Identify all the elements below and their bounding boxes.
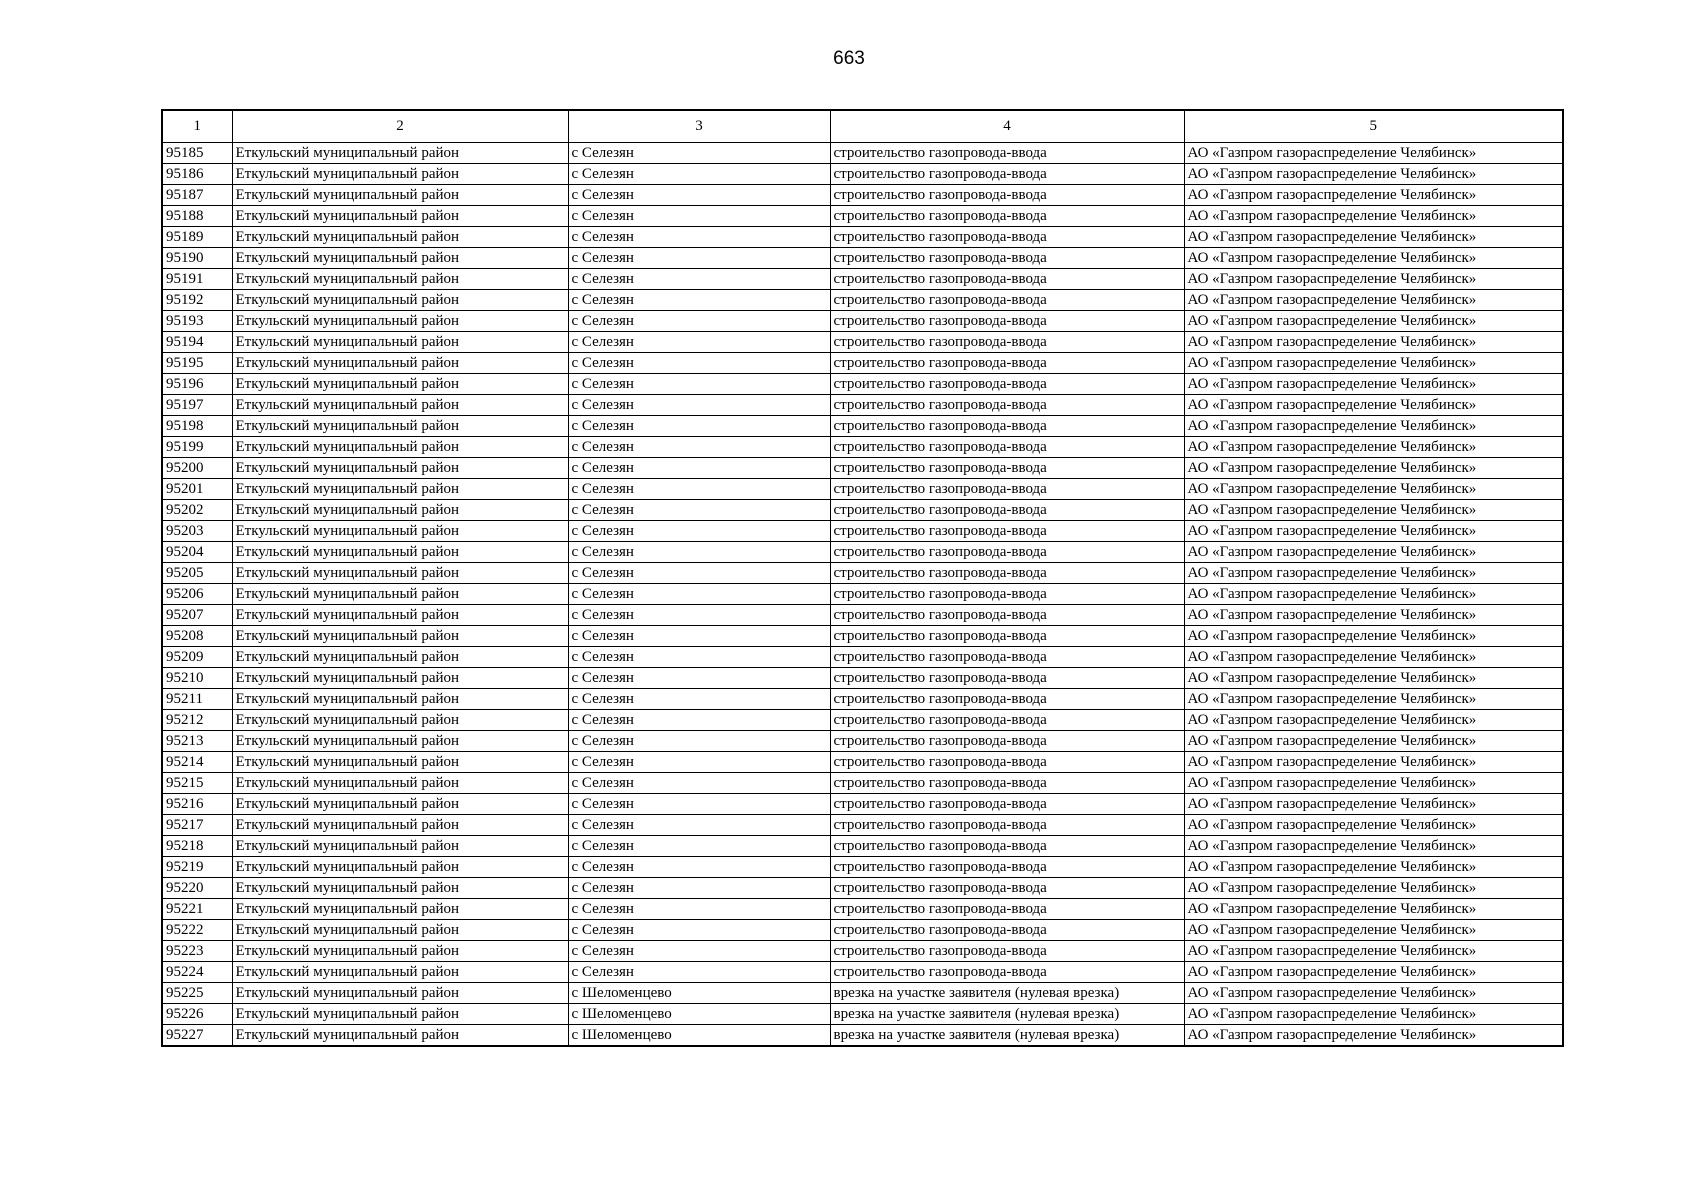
settlement-cell: с Селезян	[568, 248, 830, 269]
settlement-cell: с Шеломенцево	[568, 1004, 830, 1025]
organization-cell: АО «Газпром газораспределение Челябинск»	[1184, 437, 1563, 458]
row-number-cell: 95219	[162, 857, 232, 878]
organization-cell: АО «Газпром газораспределение Челябинск»	[1184, 941, 1563, 962]
district-cell: Еткульский муниципальный район	[232, 1004, 568, 1025]
settlement-cell: с Селезян	[568, 710, 830, 731]
settlement-cell: с Селезян	[568, 857, 830, 878]
settlement-cell: с Селезян	[568, 794, 830, 815]
table-row	[162, 437, 1563, 458]
table-row	[162, 521, 1563, 542]
organization-cell: АО «Газпром газораспределение Челябинск»	[1184, 1004, 1563, 1025]
settlement-cell: с Селезян	[568, 521, 830, 542]
settlement-cell: с Селезян	[568, 332, 830, 353]
registry-table	[161, 109, 1564, 1047]
work-type-cell: строительство газопровода-ввода	[830, 311, 1184, 332]
organization-cell: АО «Газпром газораспределение Челябинск»	[1184, 689, 1563, 710]
row-number-cell: 95195	[162, 353, 232, 374]
table-row	[162, 395, 1563, 416]
settlement-cell: с Шеломенцево	[568, 983, 830, 1004]
work-type-cell: строительство газопровода-ввода	[830, 332, 1184, 353]
settlement-cell: с Селезян	[568, 941, 830, 962]
district-cell: Еткульский муниципальный район	[232, 353, 568, 374]
table-row	[162, 647, 1563, 668]
row-number-cell: 95202	[162, 500, 232, 521]
work-type-cell: строительство газопровода-ввода	[830, 542, 1184, 563]
organization-cell: АО «Газпром газораспределение Челябинск»	[1184, 521, 1563, 542]
table-row	[162, 353, 1563, 374]
row-number-cell: 95214	[162, 752, 232, 773]
district-cell: Еткульский муниципальный район	[232, 458, 568, 479]
organization-cell: АО «Газпром газораспределение Челябинск»	[1184, 395, 1563, 416]
row-number-cell: 95215	[162, 773, 232, 794]
organization-cell: АО «Газпром газораспределение Челябинск»	[1184, 710, 1563, 731]
table-row	[162, 542, 1563, 563]
row-number-cell: 95199	[162, 437, 232, 458]
work-type-cell: строительство газопровода-ввода	[830, 794, 1184, 815]
row-number-cell: 95191	[162, 269, 232, 290]
settlement-cell: с Селезян	[568, 647, 830, 668]
organization-cell: АО «Газпром газораспределение Челябинск»	[1184, 794, 1563, 815]
organization-cell: АО «Газпром газораспределение Челябинск»	[1184, 857, 1563, 878]
work-type-cell: строительство газопровода-ввода	[830, 563, 1184, 584]
column-header: 5	[1184, 110, 1563, 143]
work-type-cell: строительство газопровода-ввода	[830, 416, 1184, 437]
table-row	[162, 1025, 1563, 1047]
organization-cell: АО «Газпром газораспределение Челябинск»	[1184, 983, 1563, 1004]
table-row	[162, 458, 1563, 479]
settlement-cell: с Селезян	[568, 227, 830, 248]
table-row	[162, 878, 1563, 899]
table-row	[162, 857, 1563, 878]
organization-cell: АО «Газпром газораспределение Челябинск»	[1184, 584, 1563, 605]
settlement-cell: с Селезян	[568, 311, 830, 332]
organization-cell: АО «Газпром газораспределение Челябинск»	[1184, 248, 1563, 269]
settlement-cell: с Селезян	[568, 458, 830, 479]
row-number-cell: 95221	[162, 899, 232, 920]
district-cell: Еткульский муниципальный район	[232, 395, 568, 416]
organization-cell: АО «Газпром газораспределение Челябинск»	[1184, 731, 1563, 752]
column-header: 3	[568, 110, 830, 143]
district-cell: Еткульский муниципальный район	[232, 584, 568, 605]
district-cell: Еткульский муниципальный район	[232, 206, 568, 227]
district-cell: Еткульский муниципальный район	[232, 185, 568, 206]
settlement-cell: с Селезян	[568, 563, 830, 584]
table-row	[162, 164, 1563, 185]
row-number-cell: 95200	[162, 458, 232, 479]
work-type-cell: строительство газопровода-ввода	[830, 836, 1184, 857]
district-cell: Еткульский муниципальный район	[232, 920, 568, 941]
district-cell: Еткульский муниципальный район	[232, 143, 568, 164]
table-body	[162, 143, 1563, 1047]
row-number-cell: 95206	[162, 584, 232, 605]
row-number-cell: 95193	[162, 311, 232, 332]
settlement-cell: с Селезян	[568, 668, 830, 689]
work-type-cell: строительство газопровода-ввода	[830, 353, 1184, 374]
row-number-cell: 95207	[162, 605, 232, 626]
district-cell: Еткульский муниципальный район	[232, 542, 568, 563]
table-row	[162, 500, 1563, 521]
district-cell: Еткульский муниципальный район	[232, 836, 568, 857]
work-type-cell: строительство газопровода-ввода	[830, 710, 1184, 731]
row-number-cell: 95196	[162, 374, 232, 395]
table-row	[162, 689, 1563, 710]
row-number-cell: 95226	[162, 1004, 232, 1025]
settlement-cell: с Селезян	[568, 353, 830, 374]
organization-cell: АО «Газпром газораспределение Челябинск»	[1184, 269, 1563, 290]
work-type-cell: врезка на участке заявителя (нулевая врезка)	[830, 1025, 1184, 1047]
organization-cell: АО «Газпром газораспределение Челябинск»	[1184, 164, 1563, 185]
organization-cell: АО «Газпром газораспределение Челябинск»	[1184, 878, 1563, 899]
settlement-cell: с Селезян	[568, 731, 830, 752]
district-cell: Еткульский муниципальный район	[232, 731, 568, 752]
row-number-cell: 95212	[162, 710, 232, 731]
row-number-cell: 95224	[162, 962, 232, 983]
row-number-cell: 95186	[162, 164, 232, 185]
district-cell: Еткульский муниципальный район	[232, 248, 568, 269]
settlement-cell: с Селезян	[568, 164, 830, 185]
table-row	[162, 731, 1563, 752]
organization-cell: АО «Газпром газораспределение Челябинск»	[1184, 479, 1563, 500]
district-cell: Еткульский муниципальный район	[232, 227, 568, 248]
table-row	[162, 962, 1563, 983]
settlement-cell: с Селезян	[568, 374, 830, 395]
organization-cell: АО «Газпром газораспределение Челябинск»	[1184, 290, 1563, 311]
work-type-cell: строительство газопровода-ввода	[830, 164, 1184, 185]
work-type-cell: строительство газопровода-ввода	[830, 668, 1184, 689]
work-type-cell: строительство газопровода-ввода	[830, 689, 1184, 710]
row-number-cell: 95189	[162, 227, 232, 248]
table-row	[162, 752, 1563, 773]
table-row	[162, 584, 1563, 605]
table-row	[162, 185, 1563, 206]
row-number-cell: 95205	[162, 563, 232, 584]
work-type-cell: строительство газопровода-ввода	[830, 185, 1184, 206]
organization-cell: АО «Газпром газораспределение Челябинск»	[1184, 920, 1563, 941]
settlement-cell: с Селезян	[568, 836, 830, 857]
work-type-cell: строительство газопровода-ввода	[830, 143, 1184, 164]
table-row	[162, 416, 1563, 437]
work-type-cell: строительство газопровода-ввода	[830, 437, 1184, 458]
table-row	[162, 668, 1563, 689]
page-number: 663	[833, 48, 865, 69]
work-type-cell: строительство газопровода-ввода	[830, 962, 1184, 983]
settlement-cell: с Селезян	[568, 143, 830, 164]
work-type-cell: строительство газопровода-ввода	[830, 605, 1184, 626]
work-type-cell: строительство газопровода-ввода	[830, 920, 1184, 941]
district-cell: Еткульский муниципальный район	[232, 479, 568, 500]
table-row	[162, 563, 1563, 584]
column-header: 1	[162, 110, 232, 143]
district-cell: Еткульский муниципальный район	[232, 857, 568, 878]
settlement-cell: с Селезян	[568, 899, 830, 920]
settlement-cell: с Селезян	[568, 752, 830, 773]
work-type-cell: строительство газопровода-ввода	[830, 815, 1184, 836]
table-row	[162, 479, 1563, 500]
row-number-cell: 95213	[162, 731, 232, 752]
table-row	[162, 920, 1563, 941]
row-number-cell: 95223	[162, 941, 232, 962]
district-cell: Еткульский муниципальный район	[232, 962, 568, 983]
district-cell: Еткульский муниципальный район	[232, 794, 568, 815]
row-number-cell: 95201	[162, 479, 232, 500]
work-type-cell: строительство газопровода-ввода	[830, 626, 1184, 647]
district-cell: Еткульский муниципальный район	[232, 752, 568, 773]
work-type-cell: строительство газопровода-ввода	[830, 374, 1184, 395]
organization-cell: АО «Газпром газораспределение Челябинск»	[1184, 206, 1563, 227]
district-cell: Еткульский муниципальный район	[232, 605, 568, 626]
organization-cell: АО «Газпром газораспределение Челябинск»	[1184, 500, 1563, 521]
district-cell: Еткульский муниципальный район	[232, 668, 568, 689]
district-cell: Еткульский муниципальный район	[232, 878, 568, 899]
district-cell: Еткульский муниципальный район	[232, 374, 568, 395]
settlement-cell: с Селезян	[568, 185, 830, 206]
work-type-cell: врезка на участке заявителя (нулевая врезка)	[830, 983, 1184, 1004]
organization-cell: АО «Газпром газораспределение Челябинск»	[1184, 185, 1563, 206]
organization-cell: АО «Газпром газораспределение Челябинск»	[1184, 773, 1563, 794]
district-cell: Еткульский муниципальный район	[232, 710, 568, 731]
work-type-cell: строительство газопровода-ввода	[830, 941, 1184, 962]
district-cell: Еткульский муниципальный район	[232, 164, 568, 185]
settlement-cell: с Селезян	[568, 689, 830, 710]
row-number-cell: 95187	[162, 185, 232, 206]
work-type-cell: строительство газопровода-ввода	[830, 857, 1184, 878]
work-type-cell: строительство газопровода-ввода	[830, 878, 1184, 899]
settlement-cell: с Селезян	[568, 206, 830, 227]
row-number-cell: 95194	[162, 332, 232, 353]
organization-cell: АО «Газпром газораспределение Челябинск»	[1184, 311, 1563, 332]
work-type-cell: строительство газопровода-ввода	[830, 521, 1184, 542]
table-row	[162, 626, 1563, 647]
row-number-cell: 95197	[162, 395, 232, 416]
table-row	[162, 794, 1563, 815]
table-row	[162, 983, 1563, 1004]
row-number-cell: 95211	[162, 689, 232, 710]
table-header-row	[162, 110, 1563, 143]
table-row	[162, 374, 1563, 395]
work-type-cell: строительство газопровода-ввода	[830, 500, 1184, 521]
row-number-cell: 95208	[162, 626, 232, 647]
table-row	[162, 143, 1563, 164]
row-number-cell: 95185	[162, 143, 232, 164]
district-cell: Еткульский муниципальный район	[232, 689, 568, 710]
work-type-cell: строительство газопровода-ввода	[830, 479, 1184, 500]
settlement-cell: с Селезян	[568, 269, 830, 290]
row-number-cell: 95225	[162, 983, 232, 1004]
district-cell: Еткульский муниципальный район	[232, 311, 568, 332]
row-number-cell: 95227	[162, 1025, 232, 1047]
organization-cell: АО «Газпром газораспределение Челябинск»	[1184, 563, 1563, 584]
work-type-cell: строительство газопровода-ввода	[830, 395, 1184, 416]
work-type-cell: строительство газопровода-ввода	[830, 290, 1184, 311]
organization-cell: АО «Газпром газораспределение Челябинск»	[1184, 227, 1563, 248]
settlement-cell: с Селезян	[568, 605, 830, 626]
organization-cell: АО «Газпром газораспределение Челябинск»	[1184, 542, 1563, 563]
district-cell: Еткульский муниципальный район	[232, 521, 568, 542]
row-number-cell: 95188	[162, 206, 232, 227]
table-row	[162, 605, 1563, 626]
table-row	[162, 815, 1563, 836]
district-cell: Еткульский муниципальный район	[232, 941, 568, 962]
organization-cell: АО «Газпром газораспределение Челябинск»	[1184, 668, 1563, 689]
work-type-cell: строительство газопровода-ввода	[830, 227, 1184, 248]
work-type-cell: врезка на участке заявителя (нулевая врезка)	[830, 1004, 1184, 1025]
table-row	[162, 311, 1563, 332]
district-cell: Еткульский муниципальный район	[232, 500, 568, 521]
row-number-cell: 95198	[162, 416, 232, 437]
work-type-cell: строительство газопровода-ввода	[830, 269, 1184, 290]
organization-cell: АО «Газпром газораспределение Челябинск»	[1184, 416, 1563, 437]
table-row	[162, 773, 1563, 794]
work-type-cell: строительство газопровода-ввода	[830, 731, 1184, 752]
district-cell: Еткульский муниципальный район	[232, 290, 568, 311]
row-number-cell: 95192	[162, 290, 232, 311]
row-number-cell: 95220	[162, 878, 232, 899]
row-number-cell: 95190	[162, 248, 232, 269]
work-type-cell: строительство газопровода-ввода	[830, 773, 1184, 794]
organization-cell: АО «Газпром газораспределение Челябинск»	[1184, 143, 1563, 164]
organization-cell: АО «Газпром газораспределение Челябинск»	[1184, 647, 1563, 668]
settlement-cell: с Селезян	[568, 815, 830, 836]
table-row	[162, 248, 1563, 269]
district-cell: Еткульский муниципальный район	[232, 815, 568, 836]
settlement-cell: с Селезян	[568, 290, 830, 311]
district-cell: Еткульский муниципальный район	[232, 773, 568, 794]
district-cell: Еткульский муниципальный район	[232, 1025, 568, 1047]
organization-cell: АО «Газпром газораспределение Челябинск»	[1184, 332, 1563, 353]
organization-cell: АО «Газпром газораспределение Челябинск»	[1184, 752, 1563, 773]
district-cell: Еткульский муниципальный район	[232, 416, 568, 437]
settlement-cell: с Селезян	[568, 416, 830, 437]
district-cell: Еткульский муниципальный район	[232, 332, 568, 353]
row-number-cell: 95218	[162, 836, 232, 857]
row-number-cell: 95203	[162, 521, 232, 542]
table-row	[162, 710, 1563, 731]
settlement-cell: с Селезян	[568, 920, 830, 941]
organization-cell: АО «Газпром газораспределение Челябинск»	[1184, 962, 1563, 983]
organization-cell: АО «Газпром газораспределение Челябинск»	[1184, 815, 1563, 836]
table-row	[162, 1004, 1563, 1025]
row-number-cell: 95216	[162, 794, 232, 815]
organization-cell: АО «Газпром газораспределение Челябинск»	[1184, 1025, 1563, 1047]
organization-cell: АО «Газпром газораспределение Челябинск»	[1184, 899, 1563, 920]
organization-cell: АО «Газпром газораспределение Челябинск»	[1184, 626, 1563, 647]
settlement-cell: с Селезян	[568, 500, 830, 521]
table-row	[162, 227, 1563, 248]
work-type-cell: строительство газопровода-ввода	[830, 584, 1184, 605]
table-row	[162, 332, 1563, 353]
row-number-cell: 95217	[162, 815, 232, 836]
work-type-cell: строительство газопровода-ввода	[830, 248, 1184, 269]
column-header: 4	[830, 110, 1184, 143]
organization-cell: АО «Газпром газораспределение Челябинск»	[1184, 605, 1563, 626]
settlement-cell: с Селезян	[568, 542, 830, 563]
column-header: 2	[232, 110, 568, 143]
settlement-cell: с Селезян	[568, 878, 830, 899]
settlement-cell: с Селезян	[568, 962, 830, 983]
work-type-cell: строительство газопровода-ввода	[830, 899, 1184, 920]
district-cell: Еткульский муниципальный район	[232, 269, 568, 290]
work-type-cell: строительство газопровода-ввода	[830, 458, 1184, 479]
district-cell: Еткульский муниципальный район	[232, 647, 568, 668]
district-cell: Еткульский муниципальный район	[232, 626, 568, 647]
organization-cell: АО «Газпром газораспределение Челябинск»	[1184, 374, 1563, 395]
organization-cell: АО «Газпром газораспределение Челябинск»	[1184, 458, 1563, 479]
table-row	[162, 941, 1563, 962]
settlement-cell: с Шеломенцево	[568, 1025, 830, 1047]
district-cell: Еткульский муниципальный район	[232, 563, 568, 584]
work-type-cell: строительство газопровода-ввода	[830, 752, 1184, 773]
settlement-cell: с Селезян	[568, 395, 830, 416]
settlement-cell: с Селезян	[568, 773, 830, 794]
table-row	[162, 836, 1563, 857]
district-cell: Еткульский муниципальный район	[232, 899, 568, 920]
row-number-cell: 95210	[162, 668, 232, 689]
organization-cell: АО «Газпром газораспределение Челябинск»	[1184, 353, 1563, 374]
table-row	[162, 290, 1563, 311]
row-number-cell: 95222	[162, 920, 232, 941]
row-number-cell: 95209	[162, 647, 232, 668]
district-cell: Еткульский муниципальный район	[232, 437, 568, 458]
organization-cell: АО «Газпром газораспределение Челябинск»	[1184, 836, 1563, 857]
table-row	[162, 206, 1563, 227]
settlement-cell: с Селезян	[568, 626, 830, 647]
settlement-cell: с Селезян	[568, 479, 830, 500]
settlement-cell: с Селезян	[568, 437, 830, 458]
work-type-cell: строительство газопровода-ввода	[830, 206, 1184, 227]
row-number-cell: 95204	[162, 542, 232, 563]
district-cell: Еткульский муниципальный район	[232, 983, 568, 1004]
settlement-cell: с Селезян	[568, 584, 830, 605]
table-row	[162, 899, 1563, 920]
table-row	[162, 269, 1563, 290]
work-type-cell: строительство газопровода-ввода	[830, 647, 1184, 668]
